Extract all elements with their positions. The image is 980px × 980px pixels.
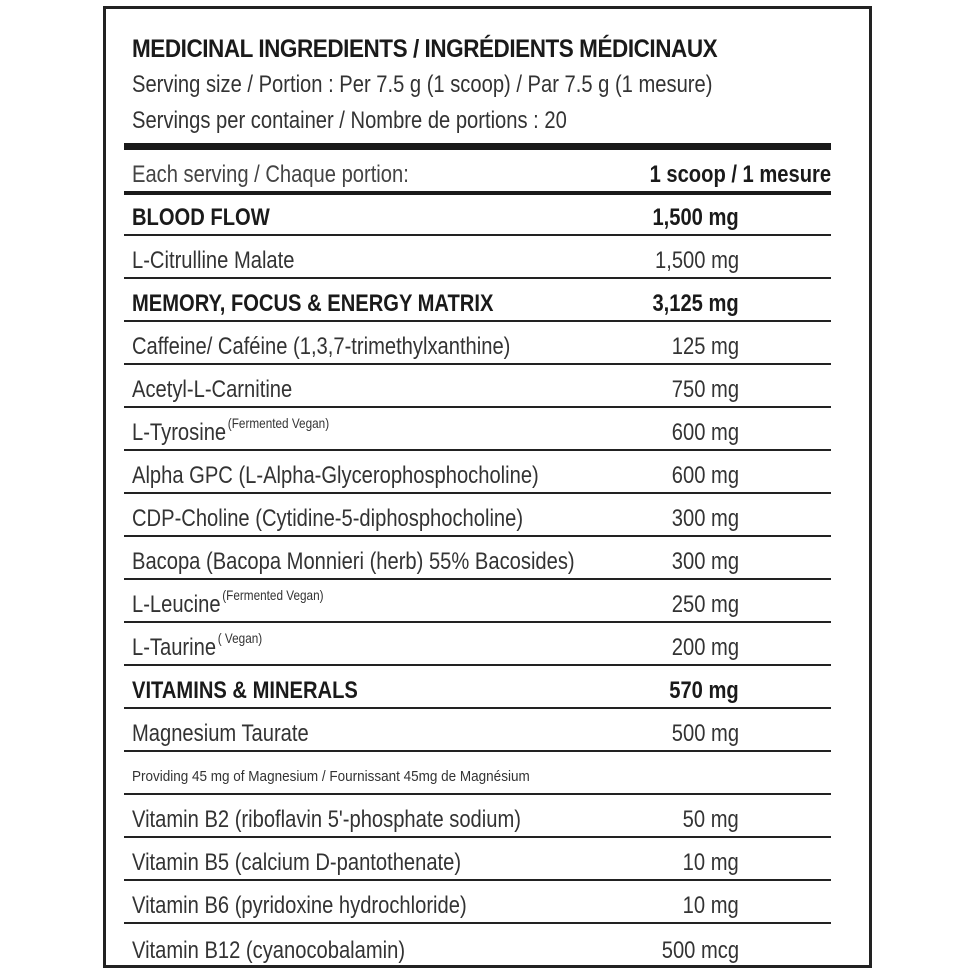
ingredient-name (132, 415, 330, 447)
ingredient-amount: 250 mg (671, 591, 739, 618)
ingredient-amount: 10 mg (682, 892, 739, 919)
ingredient-name (132, 333, 510, 361)
label-text: Vitamin B5 (calcium D-pantothenate) (132, 849, 462, 876)
ingredient-row (124, 795, 831, 838)
panel-title: MEDICINAL INGREDIENTS / INGRÉDIENTS MÉDICINAUX (132, 35, 718, 63)
label-text: Providing 45 mg of Magnesium / Fournissant 45mg de Magnésium (132, 768, 530, 785)
ingredient-amount: 300 mg (671, 548, 739, 575)
ingredient-row (124, 580, 831, 623)
ingredient-row (124, 365, 831, 408)
ingredient-row (124, 236, 831, 279)
ingredient-amount: 300 mg (671, 505, 739, 532)
section-heading-row (124, 195, 831, 236)
label-text: Alpha GPC (L-Alpha-Glycerophosphocholine) (132, 462, 539, 489)
label-text: L-Tyrosine (132, 419, 227, 446)
ingredient-row (124, 494, 831, 537)
ingredient-amount: 1,500 mg (654, 247, 739, 274)
ingredient-row (124, 537, 831, 580)
serving-amount: 1 scoop / 1 mesure (649, 161, 831, 188)
ingredient-amount: 125 mg (671, 333, 739, 360)
note-text (132, 768, 530, 785)
section-heading-row (124, 666, 831, 709)
label-text: Caffeine/ Caféine (1,3,7-trimethylxanthine) (132, 333, 511, 360)
ingredient-name (132, 247, 294, 275)
ingredient-name (132, 630, 263, 662)
serving-row (124, 150, 831, 195)
ingredient-row (124, 881, 831, 924)
note-row (124, 752, 831, 795)
section-heading-label (132, 677, 358, 705)
ingredient-name (132, 806, 521, 834)
label-text: Vitamin B2 (riboflavin 5'-phosphate sodium) (132, 806, 521, 833)
ingredient-amount: 600 mg (671, 419, 739, 446)
ingredient-amount: 50 mg (682, 806, 739, 833)
label-text: Acetyl-L-Carnitine (132, 376, 293, 403)
section-amount: 3,125 mg (652, 290, 739, 317)
ingredient-name (132, 462, 539, 490)
ingredient-amount: 500 mg (671, 720, 739, 747)
ingredient-row (124, 838, 831, 881)
ingredient-name (132, 937, 405, 965)
label-text: BLOOD FLOW (132, 204, 270, 231)
panel-header (132, 31, 849, 139)
ingredient-row (124, 924, 831, 967)
ingredient-row (124, 451, 831, 494)
label-text: MEMORY, FOCUS & ENERGY MATRIX (132, 290, 494, 317)
section-heading-row (124, 279, 831, 322)
label-text: CDP-Choline (Cytidine-5-diphosphocholine) (132, 505, 524, 532)
section-amount: 570 mg (669, 677, 739, 704)
ingredient-name (132, 548, 575, 576)
label-text: VITAMINS & MINERALS (132, 677, 358, 704)
ingredient-amount: 200 mg (671, 634, 739, 661)
label-text: L-Taurine (132, 634, 217, 661)
ingredient-name (132, 892, 467, 920)
section-amount: 1,500 mg (652, 204, 739, 231)
ingredient-table (124, 150, 831, 967)
ingredient-row (124, 322, 831, 365)
ingredient-row (124, 709, 831, 752)
section-heading-label (132, 290, 493, 318)
label-text: L-Citrulline Malate (132, 247, 295, 274)
ingredient-name (132, 505, 523, 533)
ingredient-annotation: ( Vegan) (217, 630, 263, 646)
ingredient-amount: 600 mg (671, 462, 739, 489)
ingredient-rows (124, 195, 831, 967)
ingredient-row (124, 623, 831, 666)
ingredient-name (132, 376, 292, 404)
label-text: Vitamin B6 (pyridoxine hydrochloride) (132, 892, 467, 919)
serving-label: Each serving / Chaque portion: (132, 161, 409, 188)
ingredient-amount: 500 mcg (661, 937, 739, 964)
label-text: Bacopa (Bacopa Monnieri (herb) 55% Bacosides) (132, 548, 575, 575)
ingredient-name (132, 849, 461, 877)
ingredient-amount: 750 mg (671, 376, 739, 403)
thick-divider (124, 143, 831, 150)
ingredient-name (132, 720, 309, 748)
ingredient-annotation: (Fermented Vegan) (227, 415, 330, 431)
label-text: L-Leucine (132, 591, 221, 618)
label-text: Vitamin B12 (cyanocobalamin) (132, 937, 406, 964)
supplement-facts-panel (103, 6, 872, 968)
ingredient-row (124, 408, 831, 451)
ingredient-annotation: (Fermented Vegan) (222, 587, 324, 603)
label-text: Magnesium Taurate (132, 720, 309, 747)
servings-per-container-text: Servings per container / Nombre de portions : 20 (132, 107, 567, 134)
ingredient-name (132, 587, 324, 619)
ingredient-amount: 10 mg (682, 849, 739, 876)
section-heading-label (132, 204, 270, 232)
serving-size-text: Serving size / Portion : Per 7.5 g (1 scoop) / Par 7.5 g (1 mesure) (132, 71, 713, 98)
